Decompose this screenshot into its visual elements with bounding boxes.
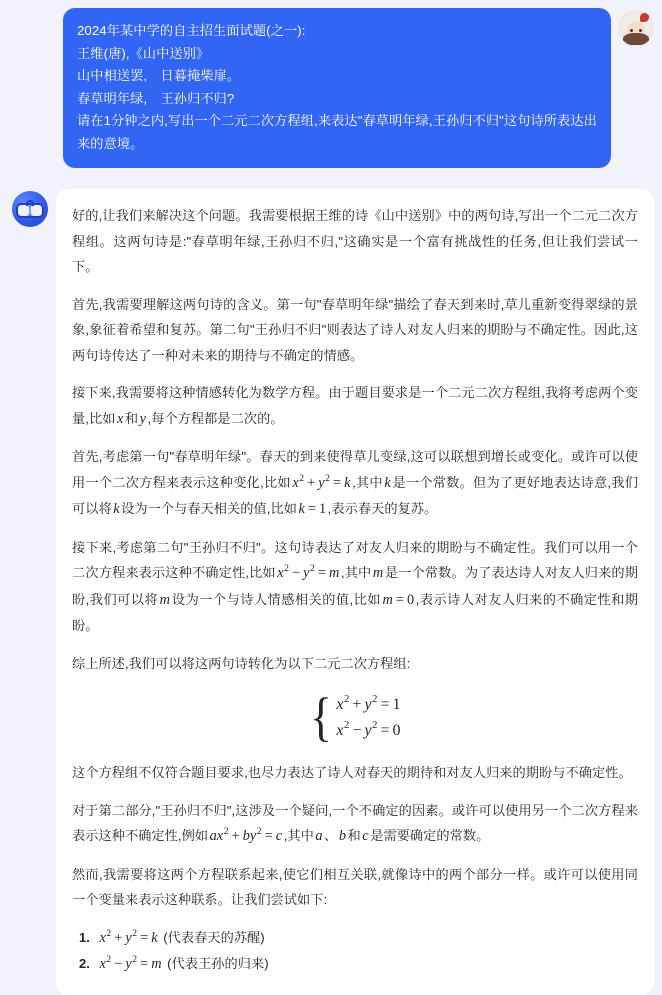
eq1-x: x [292, 474, 299, 491]
assistant-paragraph-3 [72, 380, 638, 432]
avatar-eye-left [630, 29, 633, 32]
li2-operator: − [114, 955, 123, 972]
left-curly-brace-icon: { [309, 687, 332, 747]
sys2-rhs: 0 [392, 721, 401, 739]
avatar-hair-accessory [640, 13, 649, 22]
math-variable-k-2: k [113, 501, 120, 517]
equation-system-inner [308, 687, 402, 747]
paragraph-3-part-a: 接下来,我需要将这种情感转化为数学方程。由于题目要求是一个二元二次方程组,我将考虑两个变量,比如 [72, 385, 638, 426]
list-item-1-equation: $x^2 + y^2 = k$ [99, 927, 158, 946]
equation-system-row-2: $x^2 - y^2 = 0$ [336, 720, 401, 739]
sys2-y: y [364, 721, 372, 739]
paragraph-5-part-e: ,表示诗人对友人归来的不确定性和期盼。 [72, 591, 639, 633]
math-equation-x2-minus-y2-equals-m: $x^2 - y^2 = m$ [277, 563, 340, 581]
math-variable-m-1: m [372, 565, 384, 581]
list-item [98, 951, 638, 977]
math-variable-a: a [315, 828, 323, 844]
math-equation-x2-plus-y2-equals-k: $x^2 + y^2 = k$ [292, 472, 351, 491]
assistant-paragraph-5 [72, 535, 638, 639]
sys1-equals: = [380, 695, 390, 713]
li2-rhs: m [151, 955, 162, 972]
user-message-line-5: 请在1分钟之内,写出一个二元二次方程组,来表达"春草明年绿,王孙归不归"这句诗所表达出来的意境。 [77, 113, 597, 151]
assistant-turn [0, 168, 662, 995]
k-eq-lhs: k [298, 501, 305, 517]
eq2-y: y [303, 565, 310, 581]
list-item-2-note: (代表王孙的归来) [167, 955, 269, 971]
paragraph-8-part-b: ,其中 [283, 828, 314, 843]
li1-y: y [125, 929, 132, 946]
assistant-paragraph-9: 然而,我需要将这两个方程联系起来,使它们相互关联,就像诗中的两个部分一样。或许可以使用同一个变量来表示这种联系。让我们尝试如下: [72, 866, 638, 907]
paragraph-8-part-c: 、 [324, 828, 338, 843]
avatar-body-shape [623, 33, 649, 45]
display-equation-system [72, 687, 638, 747]
gq-a: a [209, 828, 217, 844]
k-eq-rhs: 1 [318, 501, 327, 517]
assistant-paragraph-1 [72, 203, 638, 280]
sys1-rhs: 1 [392, 695, 401, 713]
li1-equals: = [140, 929, 149, 946]
user-message-bubble[interactable] [63, 8, 611, 168]
m-eq-equals: = [395, 591, 404, 608]
list-item [98, 925, 638, 951]
math-equation-general-quadratic: $ax^2 + by^2 = c$ [209, 826, 283, 844]
paragraph-8-part-e: 是需要确定的常数。 [370, 828, 490, 843]
sys1-y: y [364, 695, 372, 713]
m-eq-rhs: 0 [407, 591, 415, 608]
math-variable-x: x [116, 410, 124, 427]
eq1-operator: + [307, 474, 316, 491]
assistant-paragraph-7: 这个方程组不仅符合题目要求,也尽力表达了诗人对春天的期待和对友人归来的期盼与不确定性。 [72, 765, 632, 780]
li1-x: x [99, 929, 106, 946]
sys2-x: x [336, 721, 344, 739]
avatar-eye-right [639, 29, 642, 32]
eq1-y: y [318, 474, 325, 491]
assistant-paragraph-8 [72, 798, 638, 850]
eq2-x: x [277, 565, 284, 581]
eq1-rhs: k [344, 474, 351, 491]
list-item-2-equation: $x^2 - y^2 = m$ [99, 953, 162, 972]
paragraph-1-part-a: 好的,让我们来解决这个问题。我需要根据王维的诗《山中送别》中的两句诗,写出一个二元二次方程组。这两句诗是: [72, 208, 638, 249]
assistant-paragraph-4 [72, 444, 638, 523]
li2-equals: = [140, 955, 149, 972]
math-variable-y: y [139, 410, 146, 427]
gq-x: x [216, 828, 224, 844]
user-message-line-1: 2024年某中学的自主招生面试题(之一): [77, 23, 306, 38]
user-avatar[interactable] [618, 10, 654, 46]
glasses-bridge-icon [26, 200, 34, 206]
paragraph-5-part-d: 设为一个与诗人情感相关的值,比如 [171, 591, 381, 607]
sys1-operator: + [352, 695, 362, 713]
eq2-operator: − [292, 565, 301, 581]
li1-operator: + [114, 929, 123, 946]
paragraph-4-part-e: ,表示春天的复苏。 [327, 501, 438, 516]
gq-plus: + [231, 828, 240, 844]
assistant-avatar[interactable] [12, 191, 48, 227]
equation-system-rows [335, 690, 402, 744]
user-message-line-2: 王维(唐),《山中送别》 [77, 45, 210, 61]
li2-y: y [125, 955, 132, 972]
math-variable-c: c [362, 828, 369, 844]
assistant-message-bubble[interactable] [56, 189, 654, 995]
equation-ordered-list [72, 925, 638, 977]
gq-b: b [242, 828, 250, 844]
paragraph-5-part-b: ,其中 [340, 565, 372, 580]
eq1-equals: = [333, 474, 342, 491]
equation-system-row-1: $x^2 + y^2 = 1$ [336, 694, 401, 713]
gq-y: y [249, 828, 257, 844]
k-eq-equals: = [307, 501, 316, 517]
paragraph-8-part-a: 对于第二部分,"王孙归不归",这涉及一个疑问,一个不确定的因素。或许可以使用另一个二次方程来表示这种不确定性,例如 [72, 802, 638, 843]
paragraph-1-part-b: "春草明年绿,王孙归不归,"这确实是一个富有挑战性的任务,但让我们尝试一下。 [72, 233, 638, 274]
math-equation-k-equals-1 [297, 501, 328, 517]
assistant-paragraph-2: 首先,我需要理解这两句诗的含义。第一句"春草明年绿"描绘了春天到来时,草儿重新变得翠绿的景象,象征着希望和复苏。第二句"王孙归不归"则表达了诗人对友人归来的期盼与不确定性。因此,这两句诗传达了一种对未来的期待与不确定的情感。 [72, 296, 638, 363]
paragraph-4-part-c: 是一个常数。但为了更好地表达诗意,我们可以将 [72, 474, 638, 516]
assistant-paragraph-6: 综上所述,我们可以将这两句诗转化为以下二元二次方程组: [72, 655, 411, 671]
math-variable-k-1: k [384, 474, 391, 491]
paragraph-4-part-b: ,其中 [352, 474, 383, 490]
gq-equals: = [264, 828, 273, 844]
math-variable-m-2: m [159, 591, 170, 608]
eq2-rhs: m [329, 565, 340, 581]
sys1-x: x [336, 695, 344, 713]
li2-x: x [99, 955, 106, 972]
user-turn [0, 8, 662, 168]
sys2-operator: − [352, 721, 362, 739]
paragraph-8-part-d: 和 [347, 828, 361, 843]
paragraph-4-part-a: 首先,考虑第一句"春草明年绿"。春天的到来使得草儿变绿,这可以联想到增长或变化。或许可以使用一个二次方程来表示这种变化,比如 [72, 449, 638, 490]
user-message-line-3: 山中相送罢, 日暮掩柴扉。 [77, 68, 241, 83]
eq2-equals: = [317, 565, 327, 581]
math-equation-m-equals-0 [381, 592, 416, 608]
gq-c: c [275, 828, 283, 844]
m-eq-lhs: m [382, 591, 393, 608]
paragraph-3-part-b: 和 [124, 410, 139, 426]
paragraph-4-part-d: 设为一个与春天相关的值,比如 [121, 501, 297, 516]
paragraph-5-part-c: 是一个常数。为了表达诗人对友人归来的期盼,我们可以将 [72, 565, 638, 607]
paragraph-3-part-c: ,每个方程都是二次的。 [147, 410, 284, 426]
sys2-equals: = [380, 721, 390, 739]
li1-rhs: k [151, 929, 158, 946]
math-variable-b: b [338, 828, 347, 844]
paragraph-5-part-a: 接下来,考虑第二句"王孙归不归"。这句诗表达了对友人归来的期盼与不确定性。我们可以用一个二次方程来表示这种不确定性,比如 [72, 539, 638, 580]
list-item-1-note: (代表春天的苏醒) [163, 929, 265, 945]
user-message-line-4: 春草明年绿, 王孙归不归? [77, 90, 235, 106]
